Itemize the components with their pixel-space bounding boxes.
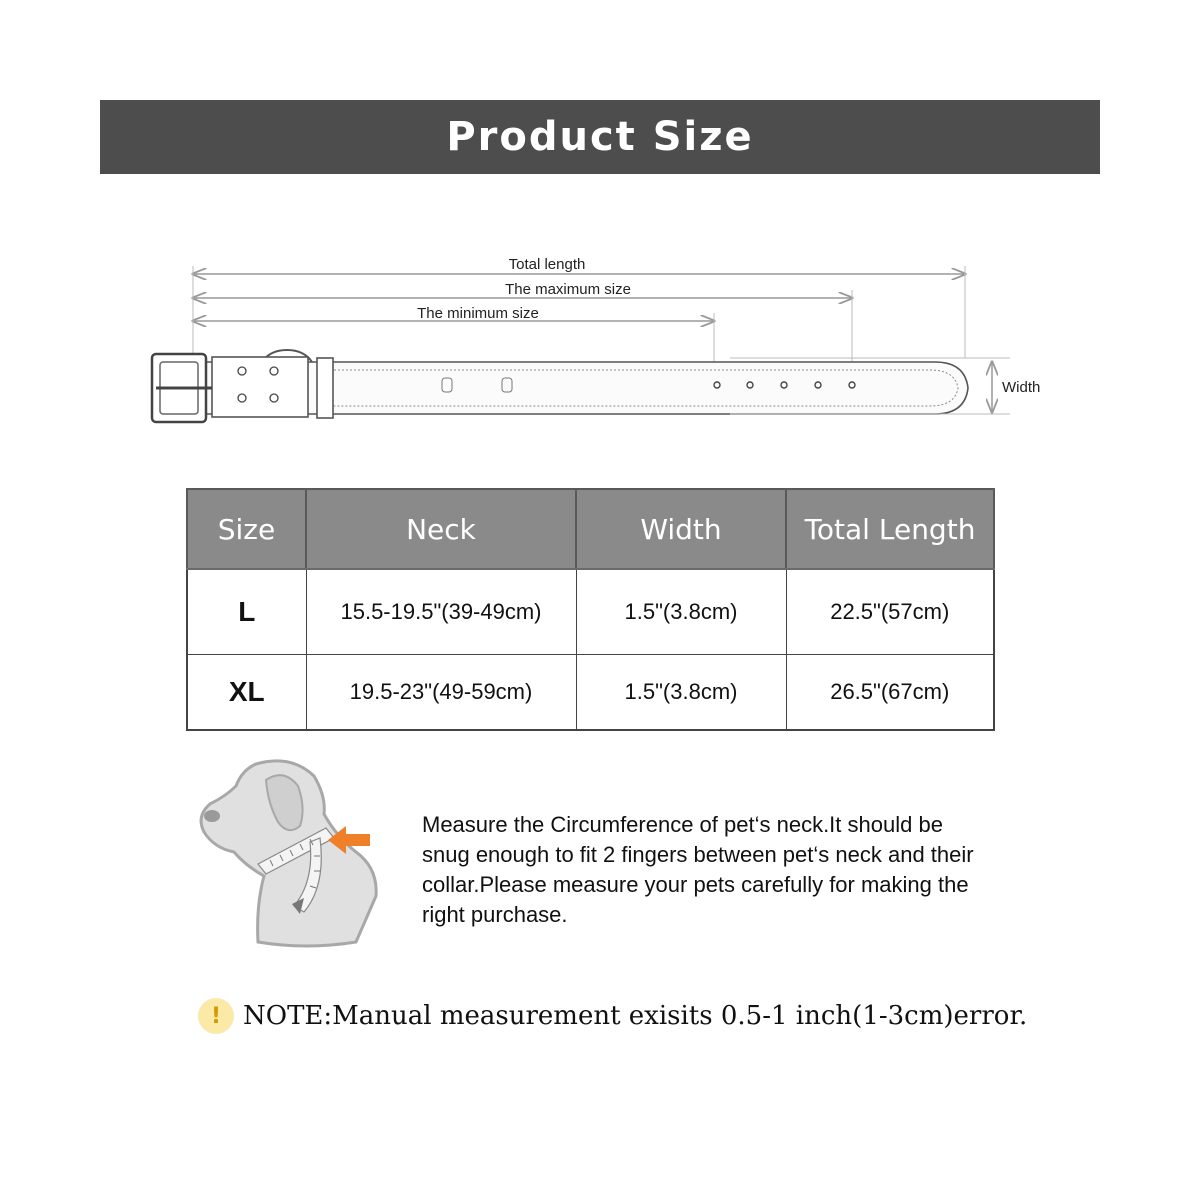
neck-cell: 15.5-19.5"(39-49cm) [306, 569, 576, 655]
min-size-dimension [193, 305, 714, 322]
note-text: NOTE:Manual measurement exisits 0.5-1 inch(1-3cm)error. [243, 1001, 1028, 1031]
table-row [187, 655, 994, 731]
size-cell: XL [187, 655, 306, 731]
column-header-width: Width [576, 489, 786, 569]
width-cell: 1.5"(3.8cm) [576, 655, 786, 731]
total-length-cell: 22.5"(57cm) [786, 569, 994, 655]
max-size-dimension [193, 281, 852, 298]
collar-illustration [152, 350, 1010, 422]
table-header-row [187, 489, 994, 569]
total-length-label: Total length [508, 256, 586, 273]
measure-instructions: Measure the Circumference of pet‘s neck.It should be snug enough to fit 2 fingers between pet‘s neck and their collar.Please measure your pets carefully for making the right purchase. [422, 812, 974, 927]
column-header-total-length: Total Length [786, 489, 994, 569]
page-title: Product Size [446, 114, 754, 160]
table-row [187, 569, 994, 655]
column-header-neck: Neck [306, 489, 576, 569]
title-banner [100, 100, 1100, 174]
width-dimension [992, 362, 1040, 412]
size-cell: L [187, 569, 306, 655]
min-size-label: The minimum size [417, 305, 539, 322]
column-header-size: Size [187, 489, 306, 569]
max-size-label: The maximum size [505, 281, 631, 298]
exclamation-icon: ! [198, 998, 234, 1034]
dog-neck-measure-icon [196, 756, 386, 950]
neck-cell: 19.5-23"(49-59cm) [306, 655, 576, 731]
width-cell: 1.5"(3.8cm) [576, 569, 786, 655]
width-label: Width [1002, 379, 1041, 396]
collar-diagram [0, 240, 1200, 440]
total-length-cell: 26.5"(67cm) [786, 655, 994, 731]
total-length-dimension [193, 256, 965, 274]
size-table [186, 488, 995, 731]
